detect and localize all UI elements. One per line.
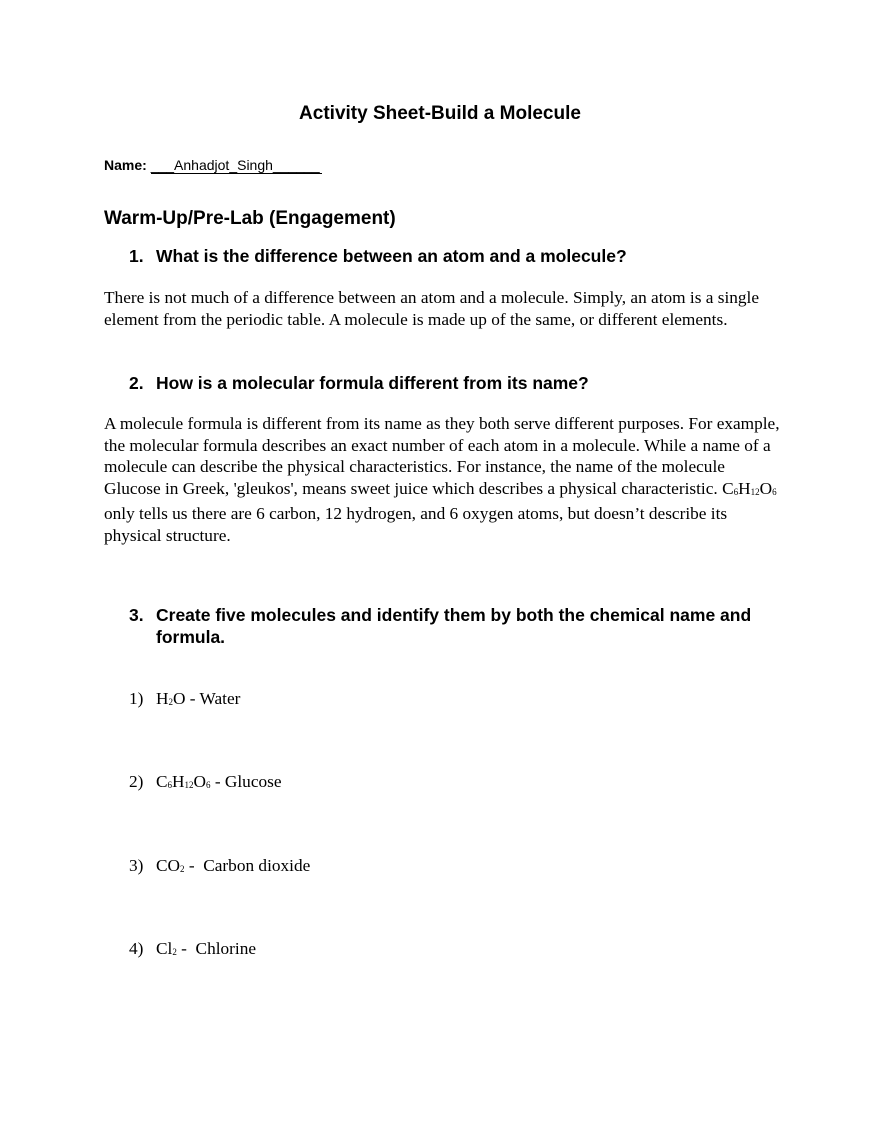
glucose-formula: C6H12O6	[722, 478, 777, 498]
question-text: How is a molecular formula different from its name?	[156, 373, 589, 393]
name-value: ___Anhadjot_Singh______	[150, 157, 320, 173]
name-field	[104, 157, 322, 173]
answer-part-2: only tells us there are 6 carbon, 12 hydrogen, and 6 oxygen atoms, but doesn’t describe its physical structure.	[104, 504, 728, 545]
molecule-formula: C6H12O6 - Glucose	[156, 772, 282, 791]
answer-2	[104, 413, 784, 546]
molecule-item: 1) H2O - Water	[129, 689, 241, 708]
answer-part-1: A molecule formula is different from its name as they both serve different purposes. For example, the molecular formula describes an exact number of each atom in a molecule. While a name of a molecule can describe the physical characteristics. For instance, the name of the molecule Glucose in Greek, 'gleukos', means sweet juice which describes a physical characteristic.	[104, 414, 780, 498]
name-label: Name:	[104, 157, 147, 173]
question-text: Create five molecules and identify them by both the chemical name and formula.	[156, 605, 752, 647]
molecule-name: - Water	[185, 689, 241, 708]
answer-text	[104, 413, 784, 546]
question-number: 2.	[129, 373, 144, 393]
question-2	[129, 372, 769, 394]
molecule-formula: CO2 - Carbon dioxide	[156, 856, 311, 875]
page-title: Activity Sheet-Build a Molecule	[299, 103, 581, 124]
molecule-name: - Carbon dioxide	[184, 856, 311, 875]
question-1	[129, 245, 769, 267]
molecule-name: - Glucose	[210, 772, 282, 791]
molecule-name: - Chlorine	[176, 939, 257, 958]
answer-text: There is not much of a difference between an atom and a molecule. Simply, an atom is a single element from the periodic table. A molecule is made up of the same, or different elements.	[104, 288, 760, 329]
question-text: What is the difference between an atom and a molecule?	[156, 246, 627, 266]
molecule-item: 4) Cl2 - Chlorine	[129, 939, 257, 958]
section-heading: Warm-Up/Pre-Lab (Engagement)	[104, 208, 396, 229]
question-number: 1.	[129, 246, 144, 266]
molecule-item: 3) CO2 - Carbon dioxide	[129, 856, 311, 875]
molecule-formula: Cl2 - Chlorine	[156, 939, 257, 958]
answer-1	[104, 287, 784, 330]
molecule-formula: H2O - Water	[156, 689, 241, 708]
molecule-item: 2) C6H12O6 - Glucose	[129, 772, 282, 791]
question-3	[129, 604, 769, 648]
question-number: 3.	[129, 605, 144, 625]
